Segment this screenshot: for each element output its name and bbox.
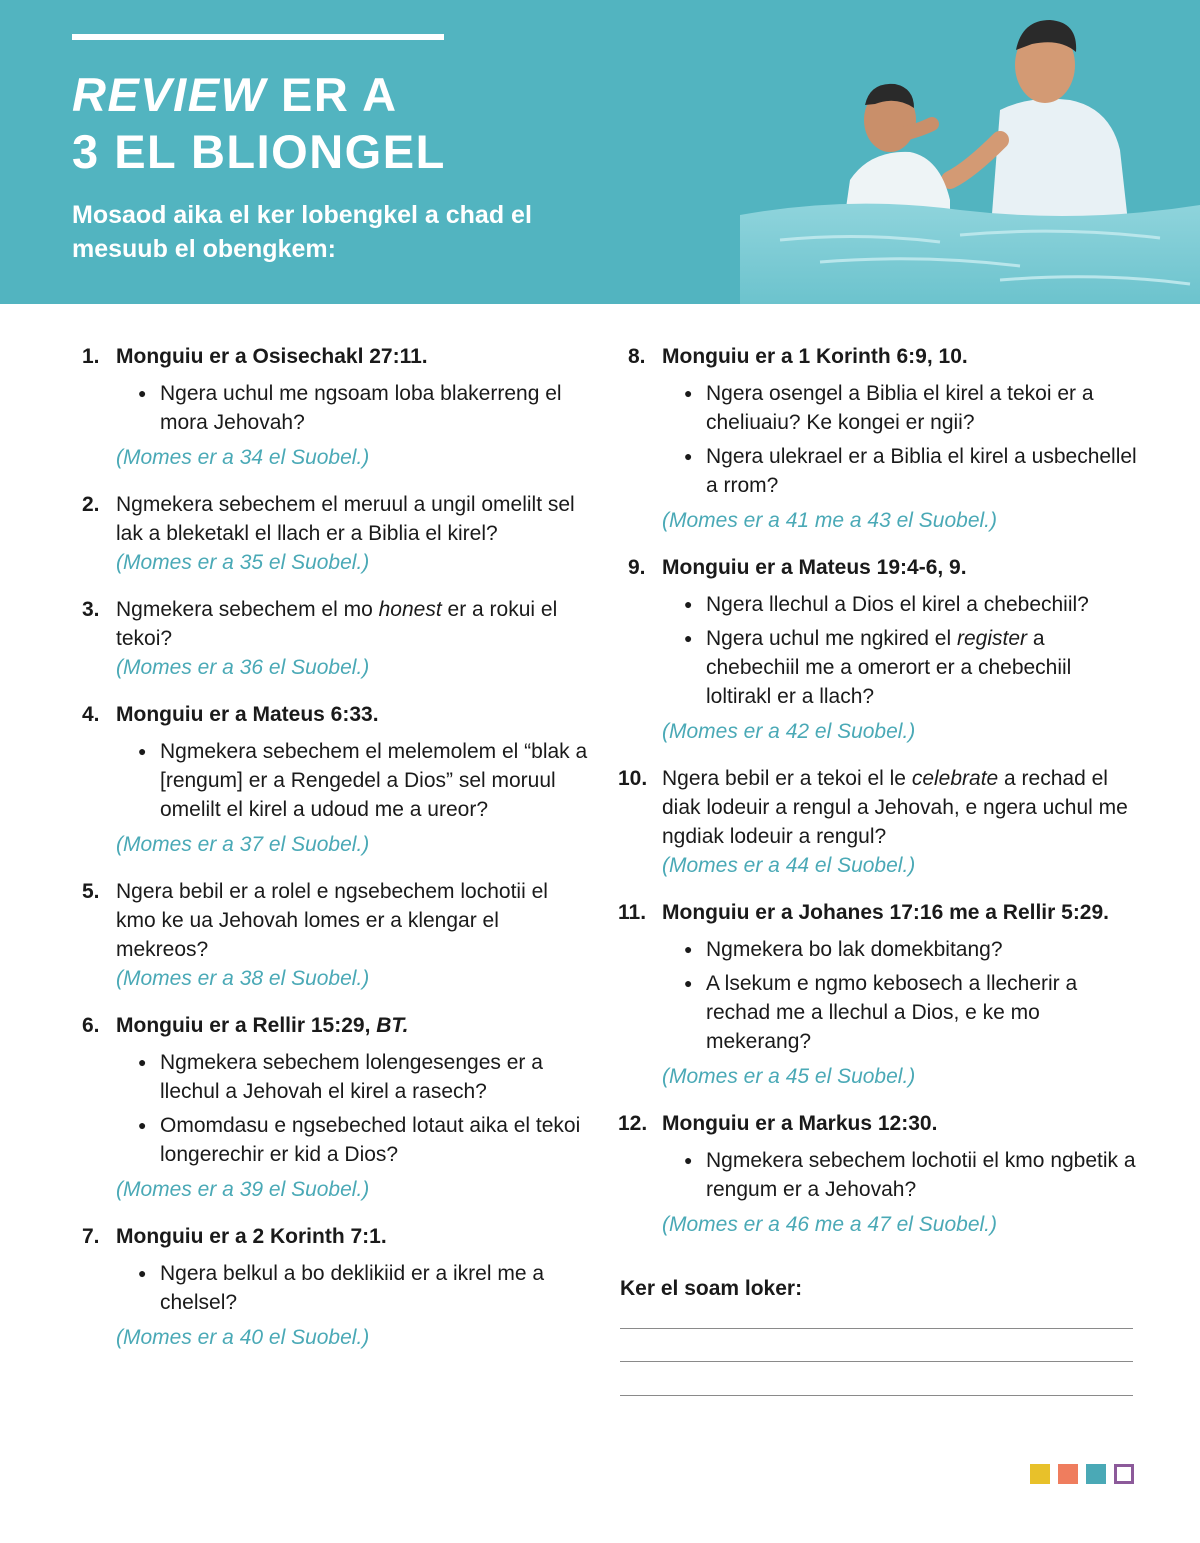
question-9 (618, 553, 1138, 746)
question-12 (618, 1109, 1138, 1239)
bullet-list (116, 379, 592, 437)
question-number: 9. (628, 556, 646, 579)
page-subtitle: Mosaod aika el ker lobengkel a chad el mesuub el obengkem: (72, 201, 532, 263)
reference-link[interactable]: (Momes er a 36 el Suobel.) (116, 656, 370, 679)
yellow-square (1030, 1464, 1050, 1484)
bullet-item: ● Ngmekera sebechem lochotii el kmo ngbetik a rengum er a Jehovah? (684, 1146, 1138, 1204)
bullet-item: ● Omomdasu e ngsebeched lotaut aika el tekoi longerechir er kid a Dios? (138, 1111, 592, 1169)
purple-outline-square (1114, 1464, 1134, 1484)
bullet-list (662, 590, 1138, 711)
bullet-item: ● Ngera llechul a Dios el kirel a chebechiil? (684, 590, 1138, 619)
bullet-item: ● Ngera belkul a bo deklikiid er a ikrel me a chelsel? (138, 1259, 592, 1317)
page-title (72, 66, 446, 180)
question-4 (82, 700, 592, 859)
question-number: 7. (82, 1225, 100, 1248)
teal-square (1086, 1464, 1106, 1484)
question-heading: Monguiu er a Osisechakl 27:11. (116, 345, 428, 368)
reference-link[interactable]: (Momes er a 41 me a 43 el Suobel.) (662, 509, 998, 532)
bullet-list (662, 935, 1138, 1056)
reference-link[interactable]: (Momes er a 39 el Suobel.) (116, 1178, 370, 1201)
question-text: Ngera bebil er a rolel e ngsebechem lochotii el kmo ke ua Jehovah lomes er a klengar el mekreos? (116, 880, 548, 961)
question-1 (82, 342, 592, 472)
reference-link[interactable]: (Momes er a 46 me a 47 el Suobel.) (662, 1213, 998, 1236)
bullet-list (116, 737, 592, 824)
question-number: 4. (82, 703, 100, 726)
question-number: 5. (82, 880, 100, 903)
answer-line[interactable] (620, 1361, 1133, 1362)
question-text: Ngmekera sebechem el mo honest er a rokui el tekoi? (116, 598, 558, 650)
question-heading: Monguiu er a 1 Korinth 6:9, 10. (662, 345, 968, 368)
answer-line[interactable] (620, 1395, 1133, 1396)
question-number: 8. (628, 345, 646, 368)
bullet-item: ● Ngera ulekrael er a Biblia el kirel a usbechellel a rrom? (684, 442, 1138, 500)
left-column (82, 342, 592, 1352)
reference-link[interactable]: (Momes er a 38 el Suobel.) (116, 967, 370, 990)
bullet-item: ● Ngmekera bo lak domekbitang? (684, 935, 1138, 964)
baptism-illustration (700, 0, 1200, 304)
right-column (618, 342, 1138, 1239)
orange-square (1058, 1464, 1078, 1484)
question-heading: Monguiu er a 2 Korinth 7:1. (116, 1225, 387, 1248)
question-6 (82, 1011, 592, 1204)
question-2 (82, 490, 592, 577)
title-line2: 3 EL BLIONGEL (72, 125, 446, 178)
header-rule (72, 34, 444, 40)
question-10 (618, 764, 1138, 880)
title-rest: ER A (266, 68, 398, 121)
question-heading: Monguiu er a Mateus 19:4-6, 9. (662, 556, 967, 579)
bullet-item: ● A lsekum e ngmo kebosech a llecherir a rechad me a llechul a Dios, e ke mo mekerang? (684, 969, 1138, 1056)
bullet-item: ● Ngera uchul me ngsoam loba blakerreng el mora Jehovah? (138, 379, 592, 437)
title-italic: REVIEW (72, 68, 267, 121)
reference-link[interactable]: (Momes er a 37 el Suobel.) (116, 833, 370, 856)
question-heading: Monguiu er a Rellir 15:29, BT. (116, 1014, 409, 1037)
question-3 (82, 595, 592, 682)
bullet-item: ● Ngmekera sebechem lolengesenges er a llechul a Jehovah el kirel a rasech? (138, 1048, 592, 1106)
question-number: 11. (618, 901, 647, 924)
question-number: 10. (618, 767, 648, 790)
reference-link[interactable]: (Momes er a 44 el Suobel.) (662, 854, 916, 877)
reference-link[interactable]: (Momes er a 35 el Suobel.) (116, 551, 370, 574)
bullet-list (116, 1048, 592, 1169)
header-banner (0, 0, 1200, 304)
reference-link[interactable]: (Momes er a 42 el Suobel.) (662, 720, 916, 743)
question-number: 3. (82, 598, 100, 621)
question-5 (82, 877, 592, 993)
question-number: 1. (82, 345, 100, 368)
answer-label: Ker el soam loker: (620, 1277, 803, 1300)
question-number: 6. (82, 1014, 100, 1037)
question-8 (618, 342, 1138, 535)
question-7 (82, 1222, 592, 1352)
bullet-item: ● Ngmekera sebechem el melemolem el “blak a [rengum] er a Rengedel a Dios” sel moruul omelilt el kirel a udoud me a ureor? (138, 737, 592, 824)
reference-link[interactable]: (Momes er a 34 el Suobel.) (116, 446, 370, 469)
question-text: Ngmekera sebechem el meruul a ungil omelilt sel lak a bleketakl el llach er a Biblia el kirel? (116, 493, 575, 545)
reference-link[interactable]: (Momes er a 40 el Suobel.) (116, 1326, 370, 1349)
question-number: 2. (82, 493, 100, 516)
question-heading: Monguiu er a Mateus 6:33. (116, 703, 379, 726)
question-heading: Monguiu er a Markus 12:30. (662, 1112, 938, 1135)
bullet-list (662, 379, 1138, 500)
question-number: 12. (618, 1112, 648, 1135)
question-heading: Monguiu er a Johanes 17:16 me a Rellir 5:29. (662, 901, 1109, 924)
answer-line[interactable] (620, 1328, 1133, 1329)
bullet-item: ● Ngera osengel a Biblia el kirel a tekoi er a cheliuaiu? Ke kongei er ngii? (684, 379, 1138, 437)
question-text: Ngera bebil er a tekoi el le celebrate a rechad el diak lodeuir a rengul a Jehovah, e ngera uchul me ngdiak lodeuir a rengul? (662, 767, 1128, 848)
bullet-list (662, 1146, 1138, 1204)
bullet-item: ● Ngera uchul me ngkired el register a chebechiil me a omerort er a chebechiil loltirakl er a llach? (684, 624, 1138, 711)
question-11 (618, 898, 1138, 1091)
bullet-list (116, 1259, 592, 1317)
reference-link[interactable]: (Momes er a 45 el Suobel.) (662, 1065, 916, 1088)
